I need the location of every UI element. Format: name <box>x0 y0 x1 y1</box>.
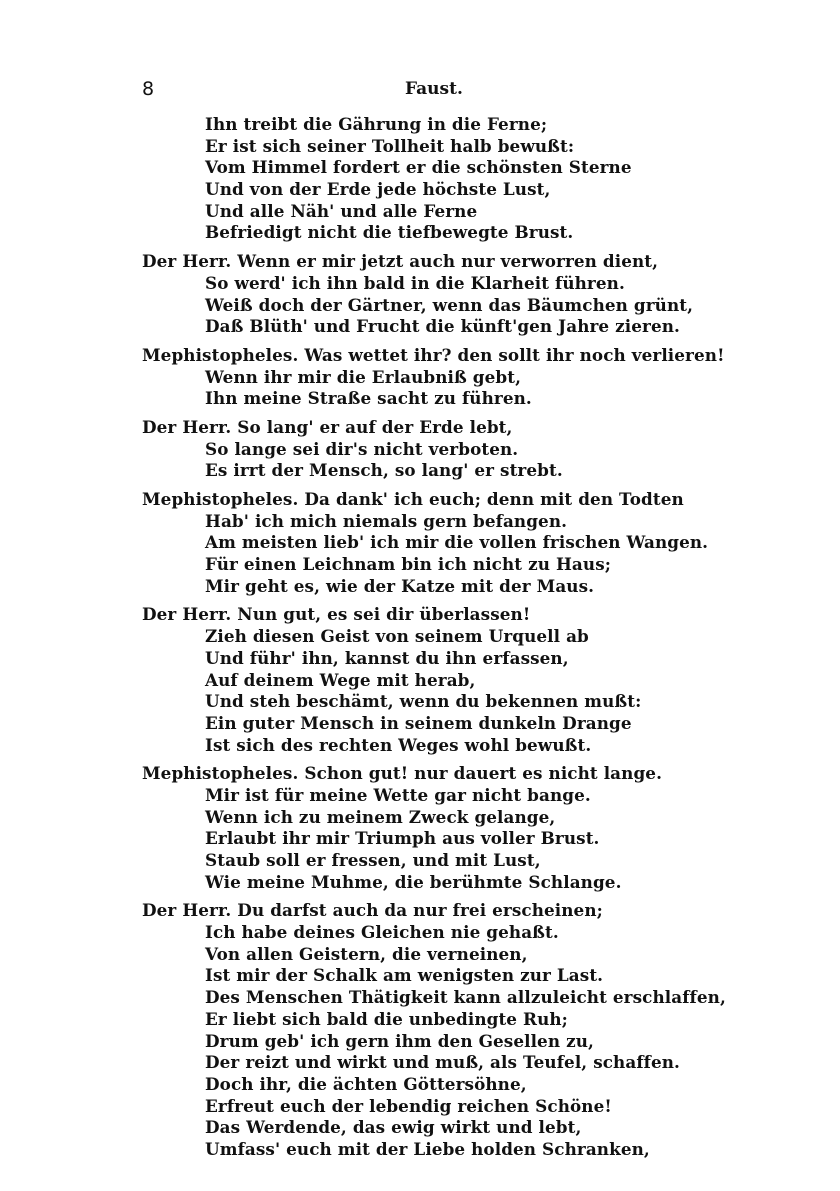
speech-block <box>142 489 822 597</box>
verse-line: Und führ' ihn, kannst du ihn erfassen, <box>205 647 569 668</box>
speech-block <box>142 417 822 482</box>
verse-line: Und von der Erde jede höchste Lust, <box>205 179 551 200</box>
verse-line: Für einen Leichnam bin ich nicht zu Haus; <box>205 554 612 575</box>
verse-text <box>142 114 822 1161</box>
verse-line: Ist sich des rechten Weges wohl bewußt. <box>205 734 592 755</box>
verse-line-text: Wenn er mir jetzt auch nur verworren dient, <box>237 251 659 272</box>
verse-line: Am meisten lieb' ich mir die vollen frischen Wangen. <box>205 532 709 553</box>
speech-block <box>142 604 822 756</box>
verse-line-text: So lang' er auf der Erde lebt, <box>237 416 513 437</box>
verse-line: Ist mir der Schalk am wenigsten zur Last. <box>205 965 604 986</box>
verse-line: Es irrt der Mensch, so lang' er strebt. <box>205 460 563 481</box>
verse-line: Ich habe deines Gleichen nie gehaßt. <box>205 922 559 943</box>
verse-line: Wenn ihr mir die Erlaubniß gebt, <box>205 366 522 387</box>
verse-block <box>142 114 822 244</box>
verse-line: Erlaubt ihr mir Triumph aus voller Brust. <box>205 828 600 849</box>
verse-line: Und alle Näh' und alle Ferne <box>205 200 478 221</box>
verse-line: Wie meine Muhme, die berühmte Schlange. <box>205 871 622 892</box>
speech-block <box>142 900 822 1160</box>
verse-line: Hab' ich mich niemals gern befangen. <box>205 510 568 531</box>
verse-line: Von allen Geistern, die verneinen, <box>205 943 528 964</box>
verse-line <box>142 900 822 922</box>
verse-line: Und steh beschämt, wenn du bekennen mußt: <box>205 691 642 712</box>
speech-block <box>142 345 822 410</box>
verse-line: Des Menschen Thätigkeit kann allzuleicht erschlaffen, <box>205 987 726 1008</box>
verse-line <box>142 604 822 626</box>
verse-line: Drum geb' ich gern ihm den Gesellen zu, <box>205 1030 594 1051</box>
verse-line <box>142 763 822 785</box>
verse-line: Der reizt und wirkt und muß, als Teufel, schaffen. <box>205 1052 680 1073</box>
verse-line: Daß Blüth' und Frucht die künft'gen Jahre zieren. <box>205 316 680 337</box>
speaker-name: Der Herr. <box>142 251 232 272</box>
verse-line: Mir ist für meine Wette gar nicht bange. <box>205 784 591 805</box>
verse-line-text: Was wettet ihr? den sollt ihr noch verlieren! <box>304 344 725 365</box>
running-title: Faust. <box>405 79 463 99</box>
verse-line: Staub soll er fressen, und mit Lust, <box>205 850 541 870</box>
verse-line: Befriedigt nicht die tiefbewegte Brust. <box>205 222 574 243</box>
verse-line-text: Nun gut, es sei dir überlassen! <box>237 604 531 625</box>
verse-line: So lange sei dir's nicht verboten. <box>205 438 519 459</box>
speaker-name: Mephistopheles. <box>142 344 299 365</box>
speech-block <box>142 763 822 893</box>
verse-line: Vom Himmel fordert er die schönsten Sterne <box>205 157 632 178</box>
verse-line: Wenn ich zu meinem Zweck gelange, <box>205 806 556 827</box>
speaker-name: Der Herr. <box>142 416 232 437</box>
verse-line: Erfreut euch der lebendig reichen Schöne! <box>205 1095 612 1116</box>
speaker-name: Der Herr. <box>142 900 232 921</box>
verse-line: Weiß doch der Gärtner, wenn das Bäumchen grünt, <box>205 294 694 315</box>
verse-line: Umfass' euch mit der Liebe holden Schranken, <box>205 1138 650 1159</box>
speaker-name: Mephistopheles. <box>142 489 299 509</box>
verse-line <box>142 345 822 367</box>
verse-line: Ihn treibt die Gährung in die Ferne; <box>205 114 548 134</box>
verse-line: Auf deinem Wege mit herab, <box>205 669 476 690</box>
verse-line-text: Du darfst auch da nur frei erscheinen; <box>237 900 603 921</box>
verse-line: Mir geht es, wie der Katze mit der Maus. <box>205 575 595 596</box>
verse-line <box>142 417 822 439</box>
speaker-name: Mephistopheles. <box>142 763 299 784</box>
verse-line <box>142 489 822 511</box>
verse-line-text: Da dank' ich euch; denn mit den Todten <box>304 489 684 509</box>
verse-line: Ein guter Mensch in seinem dunkeln Drange <box>205 712 632 733</box>
verse-line: Er ist sich seiner Tollheit halb bewußt: <box>205 135 575 156</box>
page-number: 8 <box>142 78 155 100</box>
verse-line <box>142 251 822 273</box>
verse-line: Er liebt sich bald die unbedingte Ruh; <box>205 1008 568 1029</box>
speech-block <box>142 251 822 338</box>
verse-line-text: Schon gut! nur dauert es nicht lange. <box>304 763 663 784</box>
verse-line: Doch ihr, die ächten Göttersöhne, <box>205 1073 527 1094</box>
verse-line: Ihn meine Straße sacht zu führen. <box>205 388 532 409</box>
verse-line: So werd' ich ihn bald in die Klarheit führen. <box>205 272 625 293</box>
verse-line: Das Werdende, das ewig wirkt und lebt, <box>205 1117 582 1138</box>
speaker-name: Der Herr. <box>142 604 232 625</box>
verse-line: Zieh diesen Geist von seinem Urquell ab <box>205 626 589 647</box>
